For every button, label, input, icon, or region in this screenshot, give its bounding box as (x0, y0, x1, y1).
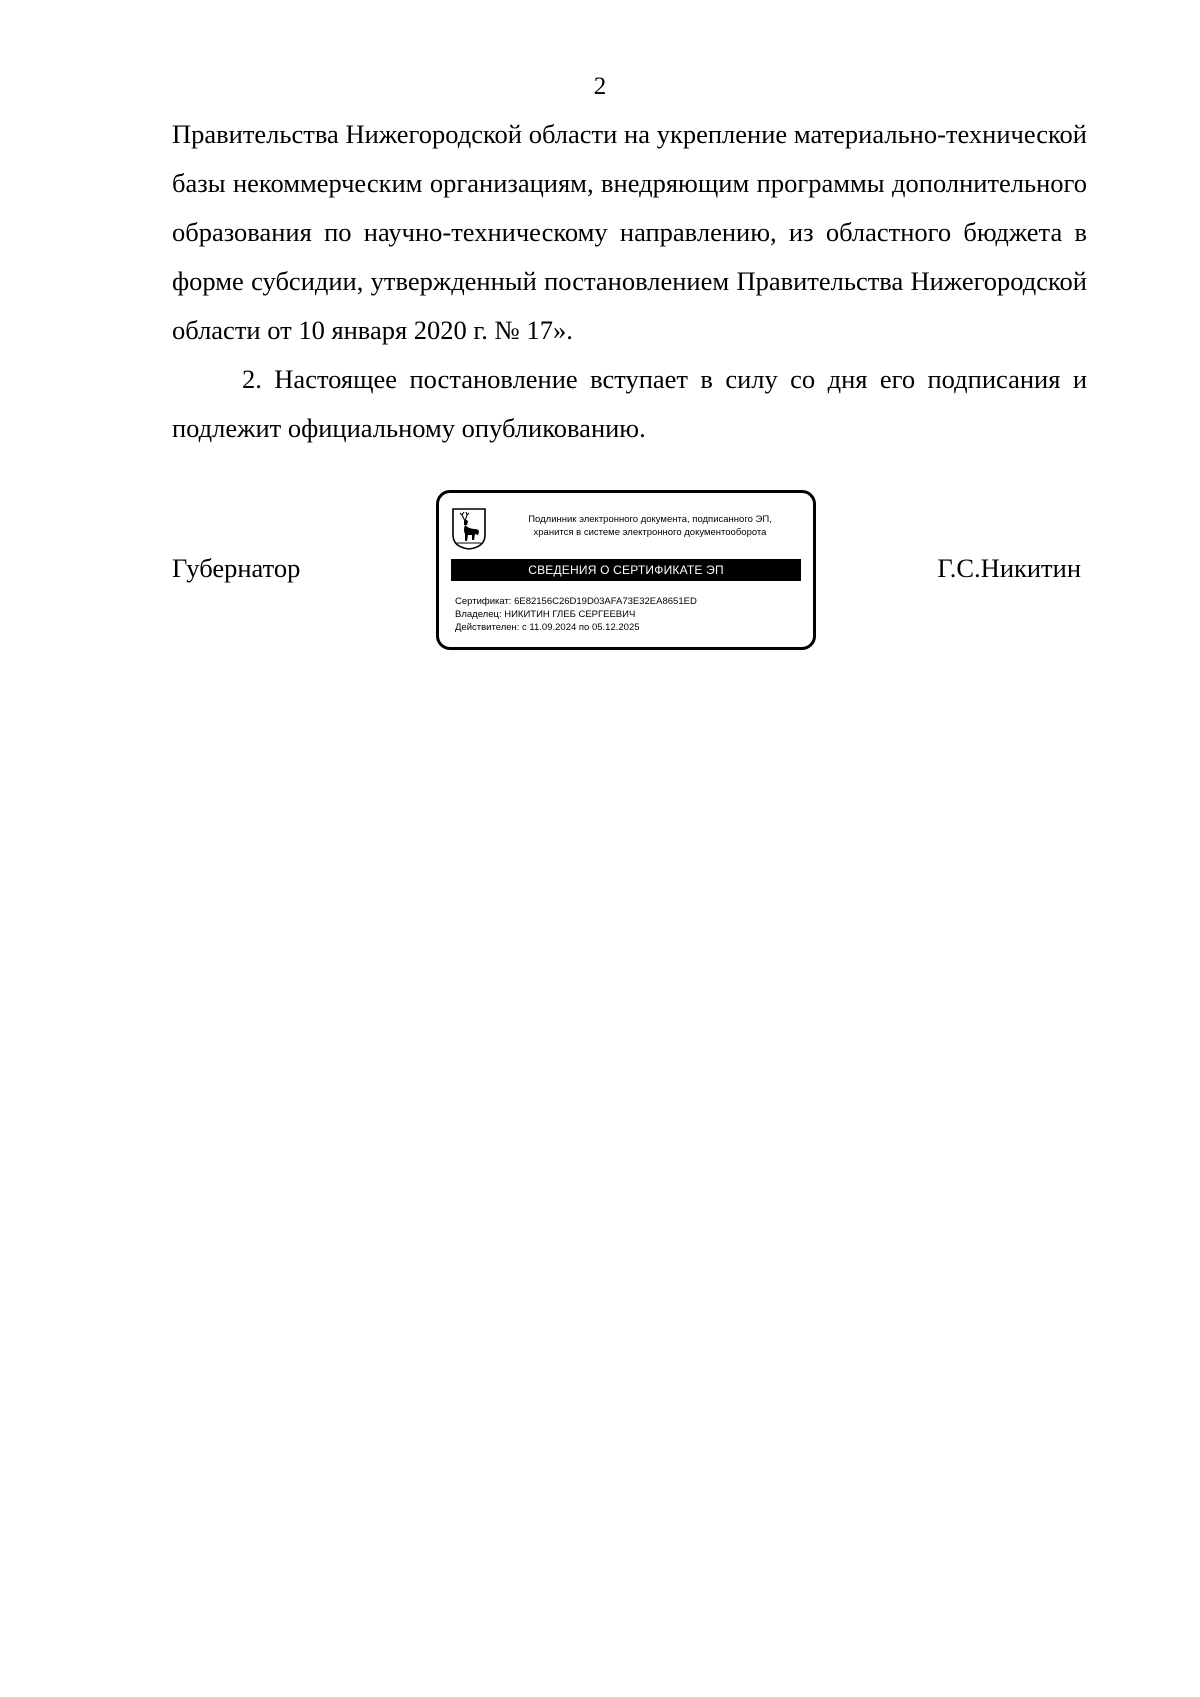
signature-block (172, 490, 1087, 660)
signer-name: Г.С.Никитин (937, 553, 1081, 583)
certificate-number: Сертификат: 6E82156C26D19D03AFA73E32EA8651ED (455, 596, 697, 607)
paragraph-effective-date: 2. Настоящее постановление вступает в силу со дня его подписания и подлежит официальному опубликованию. (172, 364, 1087, 443)
stamp-note-line: хранится в системе электронного документооборота (533, 527, 767, 538)
paragraph-continuation: Правительства Нижегородской области на укрепление материально-технической базы некоммерческим организациям, внедряющим программы дополнительного образования по научно-техническому направлению, из областного бюджета в форме субсидии, утвержденный постановлением Правительства Нижегородской области от 10 января 2020 г. № 17». (172, 119, 1087, 345)
signer-position: Губернатор (172, 553, 301, 583)
electronic-signature-stamp (436, 490, 816, 650)
certificate-owner: Владелец: НИКИТИН ГЛЕБ СЕРГЕЕВИЧ (455, 609, 636, 620)
certificate-details (455, 595, 697, 634)
page-number: 2 (593, 73, 607, 100)
stamp-note-line: Подлинник электронного документа, подписанного ЭП, (528, 514, 772, 525)
stamp-note (495, 513, 805, 539)
deer-emblem-icon (451, 507, 487, 551)
certificate-validity: Действителен: с 11.09.2024 по 05.12.2025 (455, 622, 640, 633)
document-body (172, 110, 1087, 453)
certificate-banner: СВЕДЕНИЯ О СЕРТИФИКАТЕ ЭП (451, 559, 801, 581)
